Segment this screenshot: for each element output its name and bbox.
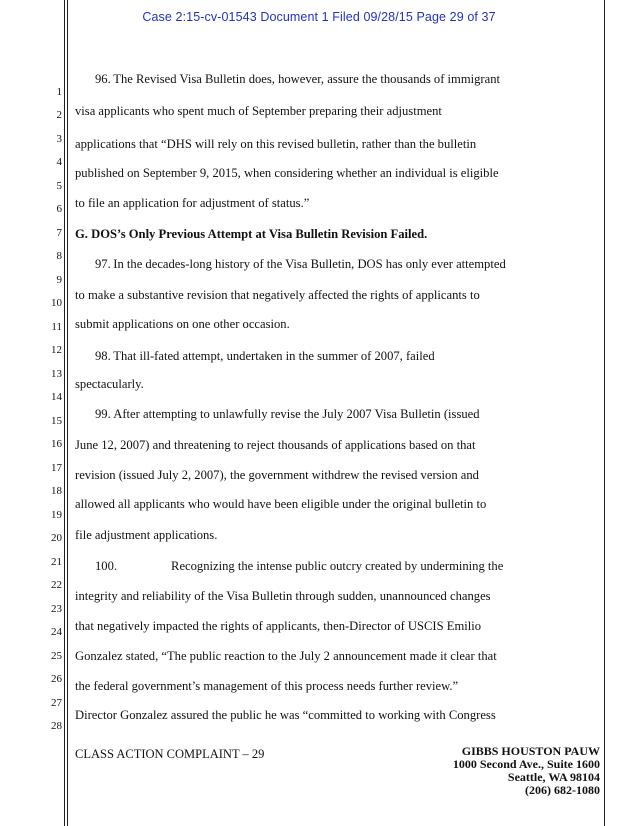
line-number: 5: [56, 180, 62, 192]
line-number: 21: [51, 556, 62, 568]
section-heading-g: G. DOS’s Only Previous Attempt at Visa Bulletin Revision Failed.: [75, 227, 428, 241]
line-number: 24: [51, 626, 62, 638]
paragraph-100-text: Recognizing the intense public outcry created by undermining the: [171, 559, 504, 573]
case-header: Case 2:15-cv-01543 Document 1 Filed 09/28/15 Page 29 of 37: [142, 10, 496, 24]
footer-document-title: CLASS ACTION COMPLAINT – 29: [75, 747, 265, 761]
line-number: 10: [51, 297, 62, 309]
paragraph-96-line: applications that “DHS will rely on this revised bulletin, rather than the bulletin: [75, 137, 477, 151]
paragraph-97-line: 97. In the decades-long history of the Visa Bulletin, DOS has only ever attempted: [95, 257, 506, 271]
line-number: 1: [56, 86, 62, 98]
paragraph-96-line: published on September 9, 2015, when considering whether an individual is eligible: [75, 166, 499, 180]
paragraph-100-line: Director Gonzalez assured the public he was “committed to working with Congress: [75, 708, 496, 722]
paragraph-number: 100.: [95, 559, 118, 573]
firm-name: GIBBS HOUSTON PAUW: [461, 744, 600, 758]
firm-city-line: Seattle, WA 98104: [507, 770, 600, 784]
line-number: 11: [51, 321, 62, 333]
line-number: 12: [51, 344, 62, 356]
paragraph-96-line: to file an application for adjustment of status.”: [75, 196, 310, 210]
paragraph-99-line: June 12, 2007) and threatening to reject thousands of applications based on that: [75, 438, 476, 452]
paragraph-99-line: 99. After attempting to unlawfully revise the July 2007 Visa Bulletin (issued: [95, 407, 480, 421]
line-number: 14: [51, 391, 62, 403]
line-number: 23: [51, 603, 62, 615]
line-number: 18: [51, 485, 62, 497]
line-number: 7: [56, 227, 62, 239]
line-number: 15: [51, 415, 62, 427]
paragraph-99-line: allowed all applicants who would have been eligible under the original bulletin to: [75, 497, 487, 511]
left-margin-rule: [64, 0, 65, 826]
line-number: 17: [51, 462, 62, 474]
line-number: 6: [56, 203, 62, 215]
line-number: 20: [51, 532, 62, 544]
line-number: 3: [56, 133, 62, 145]
line-number: 25: [51, 650, 62, 662]
paragraph-98-line: 98. That ill-fated attempt, undertaken in the summer of 2007, failed: [95, 349, 435, 363]
line-number: 19: [51, 509, 62, 521]
line-number: 28: [51, 720, 62, 732]
paragraph-99-line: file adjustment applications.: [75, 528, 218, 542]
line-number: 22: [51, 579, 62, 591]
paragraph-98-line: spectacularly.: [75, 377, 144, 391]
line-number: 8: [56, 250, 62, 262]
paragraph-97-line: submit applications on one other occasion.: [75, 317, 290, 331]
paragraph-97-line: to make a substantive revision that negatively affected the rights of applicants to: [75, 288, 480, 302]
line-number: 16: [51, 438, 62, 450]
line-number: 2: [56, 109, 62, 121]
paragraph-96-line: visa applicants who spent much of September preparing their adjustment: [75, 104, 442, 118]
paragraph-100-line: that negatively impacted the rights of applicants, then-Director of USCIS Emilio: [75, 619, 482, 633]
paragraph-100-line: [75, 559, 570, 573]
paragraph-100-line: integrity and reliability of the Visa Bulletin through sudden, unannounced changes: [75, 589, 491, 603]
paragraph-99-line: revision (issued July 2, 2007), the government withdrew the revised version and: [75, 468, 479, 482]
firm-phone: (206) 682-1080: [525, 783, 600, 797]
line-number: 4: [56, 156, 62, 168]
firm-address-line: 1000 Second Ave., Suite 1600: [452, 757, 600, 771]
paragraph-100-line: Gonzalez stated, “The public reaction to the July 2 announcement made it clear that: [75, 649, 497, 663]
line-number: 9: [56, 274, 62, 286]
paragraph-96-line: 96. The Revised Visa Bulletin does, however, assure the thousands of immigrant: [95, 72, 501, 86]
line-number: 13: [51, 368, 62, 380]
line-number: 27: [51, 697, 62, 709]
left-margin-rule-inner: [67, 0, 68, 826]
footer-firm-block: [453, 745, 600, 797]
right-margin-rule: [604, 0, 605, 826]
paragraph-100-line: the federal government’s management of this process needs further review.”: [75, 679, 459, 693]
line-number: 26: [51, 673, 62, 685]
